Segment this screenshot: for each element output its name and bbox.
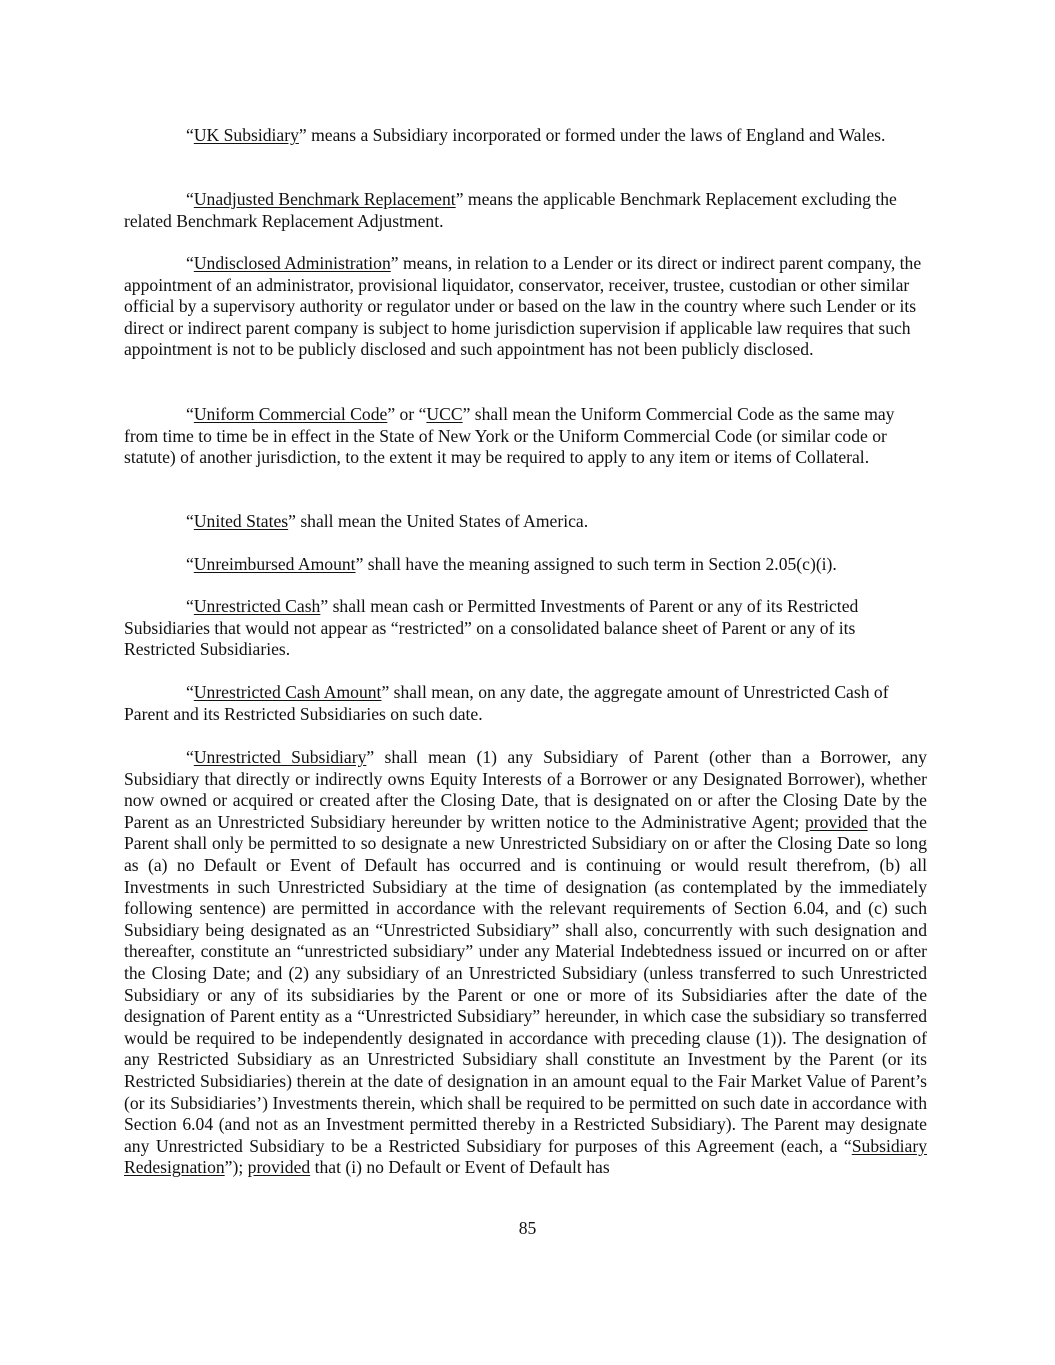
definition-text: shall mean the Uniform Commercial Code as the same may from time to time be in effect in the State of New York or the Uniform Commercial Code (or similar code or statute) of another jurisdiction, to the extent it may be required to apply to any item or items of Collateral. — [124, 404, 895, 468]
defined-term: Unreimbursed Amount — [193, 554, 356, 574]
definition-text: means a Subsidiary incorporated or formed under the laws of England and Wales. — [306, 125, 886, 145]
defined-term: UK Subsidiary — [193, 125, 299, 145]
defined-term-ucc: UCC — [426, 404, 463, 424]
definition-paragraph: “Undisclosed Administration” means, in relation to a Lender or its direct or indirect parent company, the appointment of an administrator, provisional liquidator, conservator, receiver, trustee, custodian or other similar official by a supervisory authority or regulator under or based on the law in the country where such Lender or its direct or indirect parent company is subject to home jurisdiction supervision if applicable law requires that such appointment is not to be publicly disclosed and such appointment has not been publicly disclosed. — [124, 253, 922, 360]
defined-term: Uniform Commercial Code — [193, 404, 388, 424]
definition-unreimbursed-amount — [124, 554, 927, 576]
definition-paragraph: “UK Subsidiary” means a Subsidiary incorporated or formed under the laws of England and Wales. — [186, 125, 886, 145]
definition-paragraph: “Unrestricted Cash Amount” shall mean, on any date, the aggregate amount of Unrestricted Cash of Parent and its Restricted Subsidiaries on such date. — [124, 682, 889, 724]
definition-unrestricted-subsidiary — [124, 747, 927, 1179]
defined-term: Undisclosed Administration — [193, 253, 391, 273]
definition-unrestricted-cash — [124, 596, 927, 661]
page-number: 85 — [518, 1218, 537, 1238]
definition-united-states — [124, 511, 927, 533]
defined-term: Unrestricted Cash — [193, 596, 321, 616]
defined-term: Unadjusted Benchmark Replacement — [193, 189, 456, 209]
defined-term-subsidiary-redesignation: Subsidiary Redesignation — [124, 1135, 927, 1178]
definition-text: means, in relation to a Lender or its direct or indirect parent company, the appointment of an administrator, provisional liquidator, conservator, receiver, trustee, custodian or other similar official by a supervisory authority or regulator under or based on the law in the country where such Lender or its direct or indirect parent company is subject to home jurisdiction supervision if applicable law requires that such appointment is not to be publicly disclosed and such appointment has not been publicly disclosed. — [124, 253, 922, 360]
definition-text: that the Parent shall only be permitted to so designate a new Unrestricted Subsidiary on or after the Closing Date so long as (a) no Default or Event of Default has occurred and is continuing or would result therefrom, (b) all Investments in such Unrestricted Subsidiary at the time of designation (as contemplated by the immediately following sentence) are permitted in accordance with the relevant requirements of Section 6.04, and (c) such Subsidiary being designated as an “Unrestricted Subsidiary” shall also, concurrently with such designation and thereafter, constitute an “unrestricted subsidiary” under any Material Indebtedness issued or incurred on or after the Closing Date; and (2) any subsidiary of an Unrestricted Subsidiary (unless transferred to such Unrestricted Subsidiary or any of its subsidiaries by the Parent or one or more of its Subsidiaries after the date of the designation of Parent entity as a “Unrestricted Subsidiary” hereunder, in which case the subsidiary so transferred would be required to be independently designated in accordance with preceding clause (1)). The designation of any Restricted Subsidiary as an Unrestricted Subsidiary shall constitute an Investment by the Parent (or its Restricted Subsidiaries) therein at the date of designation in an amount equal to the Fair Market Value of Parent’s (or its Subsidiaries’) Investments therein, which shall be required to be permitted on such date in accordance with Section 6.04 (and not as an Investment permitted thereby in a Restricted Subsidiary). The Parent may designate any Unrestricted Subsidiary to be a Restricted Subsidiary for purposes of this Agreement (each, a “ — [124, 811, 927, 1156]
definition-text: shall mean the United States of America. — [295, 511, 589, 531]
defined-term: Unrestricted Cash Amount — [193, 682, 382, 702]
definition-text: shall mean, on any date, the aggregate amount of Unrestricted Cash of Parent and its Restricted Subsidiaries on such date. — [124, 682, 889, 724]
definition-uniform-commercial-code — [124, 404, 927, 469]
definition-connector: or “ — [395, 404, 427, 424]
definition-text: means the applicable Benchmark Replacement excluding the related Benchmark Replacement Adjustment. — [124, 189, 897, 231]
defined-term: United States — [193, 511, 289, 531]
definition-paragraph: “United States” shall mean the United States of America. — [186, 511, 589, 531]
definition-text: shall mean cash or Permitted Investments of Parent or any of its Restricted Subsidiaries that would not appear as “restricted” on a consolidated balance sheet of Parent or any of its Restricted Subsidiaries. — [124, 596, 859, 660]
definition-text: ”); — [224, 1157, 248, 1178]
provided-term: provided — [805, 811, 868, 832]
definition-text: that (i) no Default or Event of Default has — [310, 1157, 610, 1178]
definition-unadjusted-benchmark-replacement — [124, 189, 927, 232]
defined-term: Unrestricted Subsidiary — [193, 747, 367, 767]
definition-paragraph: “Unadjusted Benchmark Replacement” means the applicable Benchmark Replacement excluding the related Benchmark Replacement Adjustment. — [124, 189, 897, 231]
definition-text: shall have the meaning assigned to such term in Section 2.05(c)(i). — [363, 554, 837, 574]
definition-uk-subsidiary — [124, 125, 927, 147]
definition-text: shall mean (1) any Subsidiary of Parent (other than a Borrower, any Subsidiary that directly or indirectly owns Equity Interests of a Borrower or any Designated Borrower), whether now owned or acquired or created after the Closing Date, that is designated on or after the Closing Date by the Parent as an Unrestricted Subsidiary hereunder by written notice to the Administrative Agent; — [124, 747, 927, 832]
definition-paragraph: “Uniform Commercial Code” or “UCC” shall mean the Uniform Commercial Code as the same may from time to time be in effect in the State of New York or the Uniform Commercial Code (or similar code or statute) of another jurisdiction, to the extent it may be required to apply to any item or items of Collateral. — [124, 404, 895, 468]
definition-paragraph: “Unrestricted Subsidiary” shall mean (1) any Subsidiary of Parent (other than a Borrower, any Subsidiary that directly or indirectly owns Equity Interests of a Borrower or any Designated Borrower), whether now owned or acquired or created after the Closing Date, that is designated on or after the Closing Date by the Parent as an Unrestricted Subsidiary hereunder by written notice to the Administrative Agent; provided that the Parent shall only be permitted to so designate a new Unrestricted Subsidiary on or after the Closing Date so long as (a) no Default or Event of Default has occurred and is continuing or would result therefrom, (b) all Investments in such Unrestricted Subsidiary at the time of designation (as contemplated by the immediately following sentence) are permitted in accordance with the relevant requirements of Section 6.04, and (c) such Subsidiary being designated as an “Unrestricted Subsidiary” shall also, concurrently with such designation and thereafter, constitute an “unrestricted subsidiary” under any Material Indebtedness issued or incurred on or after the Closing Date; and (2) any subsidiary of an Unrestricted Subsidiary (unless transferred to such Unrestricted Subsidiary or any of its subsidiaries by the Parent or one or more of its Subsidiaries after the date of the designation of Parent entity as a “Unrestricted Subsidiary” hereunder, in which case the subsidiary so transferred would be required to be independently designated in accordance with preceding clause (1)). The designation of any Restricted Subsidiary as an Unrestricted Subsidiary shall constitute an Investment by the Parent (or its Restricted Subsidiaries) therein at the date of designation in an amount equal to the Fair Market Value of Parent’s (or its Subsidiaries’) Investments therein, which shall be required to be permitted on such date in accordance with Section 6.04 (and not as an Investment permitted thereby in a Restricted Subsidiary). The Parent may designate any Unrestricted Subsidiary to be a Restricted Subsidiary for purposes of this Agreement (each, a “Subsidiary Redesignation”); provided that (i) no Default or Event of Default has — [124, 747, 927, 1178]
definition-undisclosed-administration — [124, 253, 927, 361]
provided-term: provided — [247, 1157, 311, 1178]
definition-unrestricted-cash-amount — [124, 682, 927, 725]
definition-paragraph: “Unreimbursed Amount” shall have the meaning assigned to such term in Section 2.05(c)(i). — [186, 554, 837, 574]
definition-paragraph: “Unrestricted Cash” shall mean cash or Permitted Investments of Parent or any of its Restricted Subsidiaries that would not appear as “restricted” on a consolidated balance sheet of Parent or any of its Restricted Subsidiaries. — [124, 596, 859, 660]
